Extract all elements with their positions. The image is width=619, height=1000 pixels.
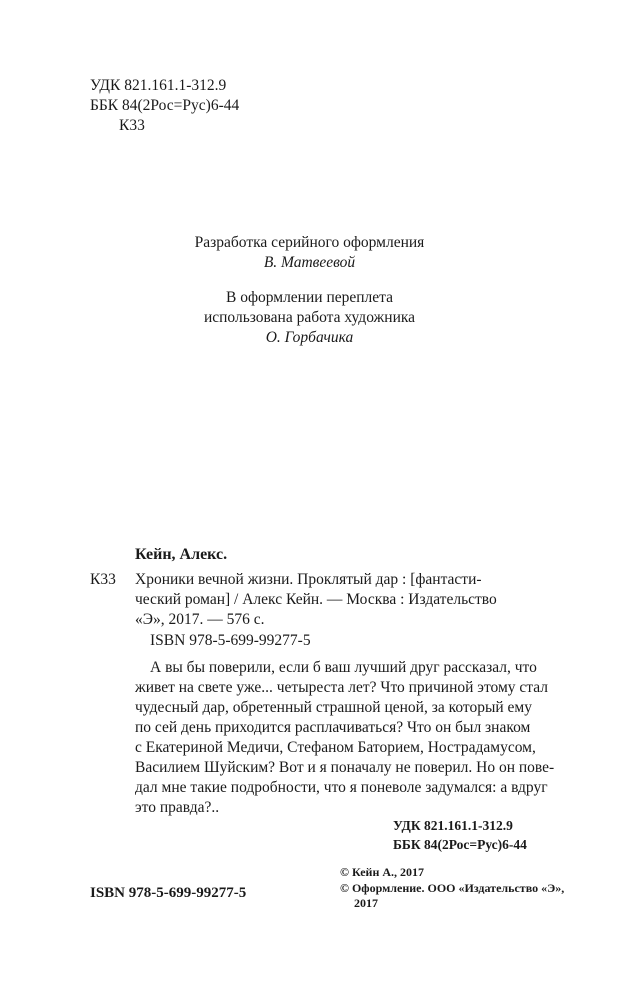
annotation-line: с Екатериной Медичи, Стефаном Баторием, Нострадамусом, bbox=[135, 739, 536, 756]
annotation-line: А вы бы поверили, если б ваш лучший друг рассказал, что bbox=[150, 659, 537, 676]
catalog-udk: УДК 821.161.1-312.9 bbox=[393, 818, 513, 833]
catalog-code: К33 bbox=[90, 571, 116, 588]
udk-header: УДК 821.161.1-312.9 bbox=[90, 77, 227, 94]
cover-artist-name: О. Горбачика bbox=[265, 329, 354, 346]
annotation-line: по сей день приходится расплачиваться? Что он был знаком bbox=[135, 719, 531, 736]
footer-isbn: ISBN 978-5-699-99277-5 bbox=[90, 885, 247, 901]
catalog-isbn: ISBN 978-5-699-99277-5 bbox=[150, 632, 311, 649]
copyright-design-year: 2017 bbox=[354, 896, 378, 910]
copyright-design: © Оформление. ООО «Издательство «Э», bbox=[340, 881, 565, 895]
annotation-line: Василием Шуйским? Вот и я поначалу не поверил. Но он пове- bbox=[135, 759, 555, 776]
annotation-line: чудесный дар, обретенный страшной ценой, за который ему bbox=[135, 699, 532, 716]
cover-credit-line1: В оформлении переплета bbox=[225, 289, 393, 306]
series-design-label: Разработка серийного оформления bbox=[194, 234, 425, 251]
annotation-line: это правда?.. bbox=[135, 799, 220, 816]
catalog-bbk: ББК 84(2Рос=Рус)6-44 bbox=[393, 837, 527, 852]
series-designer-name: В. Матвеевой bbox=[263, 254, 356, 271]
copyright-author: © Кейн А., 2017 bbox=[340, 865, 425, 879]
cover-credit-line2: использована работа художника bbox=[203, 309, 416, 326]
catalog-author: Кейн, Алекс. bbox=[135, 546, 228, 563]
catalog-desc-line: ческий роман] / Алекс Кейн. — Москва : Издательство bbox=[135, 591, 497, 608]
annotation-line: живет на свете уже... четыреста лет? Что причиной этому стал bbox=[135, 679, 548, 696]
annotation-line: дал мне такие подробности, что я поневоле задумался: а вдруг bbox=[135, 779, 548, 796]
author-code-header: К33 bbox=[119, 117, 145, 134]
bbk-header: ББК 84(2Рос=Рус)6-44 bbox=[90, 97, 240, 114]
catalog-desc-line: Хроники вечной жизни. Проклятый дар : [фантасти- bbox=[135, 571, 482, 588]
catalog-desc-line: «Э», 2017. — 576 с. bbox=[135, 611, 265, 628]
